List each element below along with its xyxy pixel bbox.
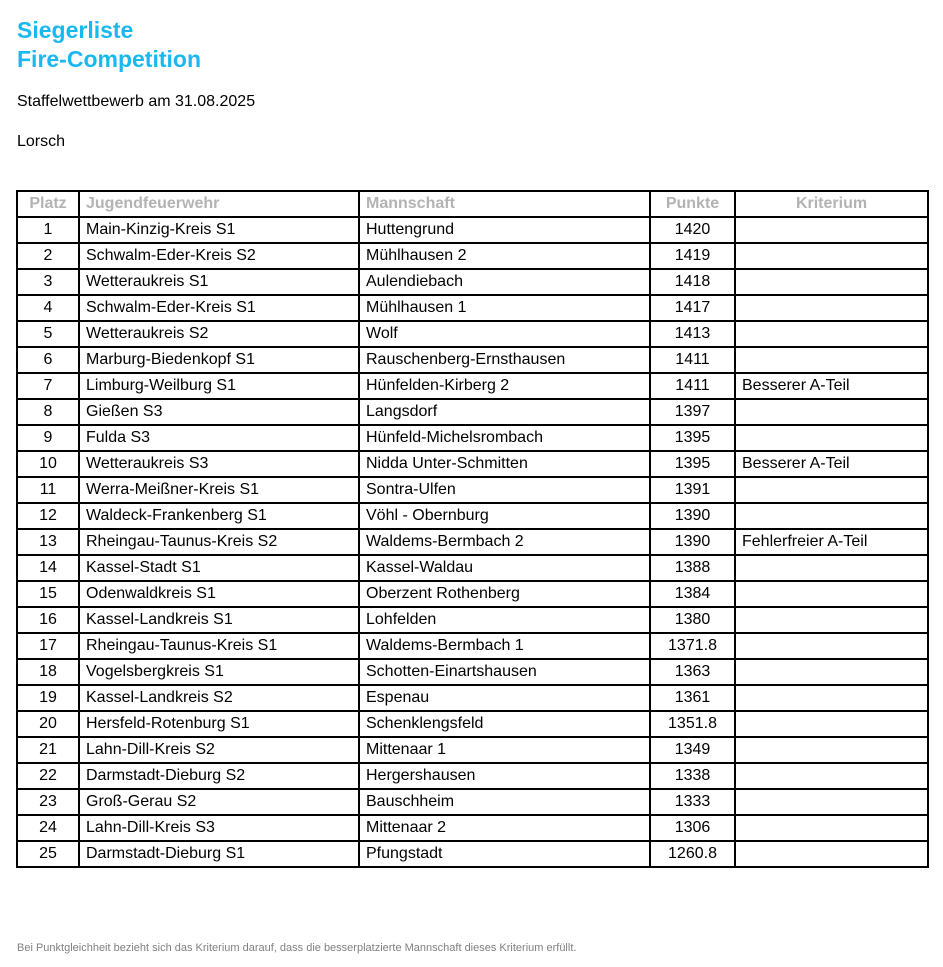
cell-jugendfeuerwehr: Odenwaldkreis S1 — [79, 581, 359, 607]
cell-kriterium — [735, 737, 928, 763]
table-body — [17, 217, 928, 867]
cell-platz: 2 — [17, 243, 79, 269]
cell-jugendfeuerwehr: Darmstadt-Dieburg S1 — [79, 841, 359, 867]
table-row — [17, 425, 928, 451]
cell-platz: 17 — [17, 633, 79, 659]
table-row — [17, 477, 928, 503]
cell-jugendfeuerwehr: Kassel-Stadt S1 — [79, 555, 359, 581]
results-table — [16, 190, 929, 868]
column-header-punkte: Punkte — [650, 191, 735, 217]
table-row — [17, 763, 928, 789]
cell-punkte: 1411 — [650, 373, 735, 399]
table-row — [17, 581, 928, 607]
cell-kriterium — [735, 269, 928, 295]
cell-mannschaft: Waldems-Bermbach 2 — [359, 529, 650, 555]
cell-punkte: 1384 — [650, 581, 735, 607]
cell-kriterium — [735, 763, 928, 789]
column-header-jugendfeuerwehr: Jugendfeuerwehr — [79, 191, 359, 217]
cell-platz: 15 — [17, 581, 79, 607]
cell-punkte: 1390 — [650, 503, 735, 529]
table-row — [17, 633, 928, 659]
cell-jugendfeuerwehr: Gießen S3 — [79, 399, 359, 425]
cell-platz: 9 — [17, 425, 79, 451]
cell-jugendfeuerwehr: Limburg-Weilburg S1 — [79, 373, 359, 399]
cell-mannschaft: Sontra-Ulfen — [359, 477, 650, 503]
cell-mannschaft: Hergershausen — [359, 763, 650, 789]
cell-punkte: 1333 — [650, 789, 735, 815]
cell-kriterium — [735, 425, 928, 451]
cell-jugendfeuerwehr: Marburg-Biedenkopf S1 — [79, 347, 359, 373]
table-row — [17, 373, 928, 399]
cell-jugendfeuerwehr: Fulda S3 — [79, 425, 359, 451]
cell-kriterium — [735, 347, 928, 373]
cell-platz: 25 — [17, 841, 79, 867]
cell-kriterium: Besserer A-Teil — [735, 451, 928, 477]
cell-jugendfeuerwehr: Hersfeld-Rotenburg S1 — [79, 711, 359, 737]
table-row — [17, 737, 928, 763]
cell-platz: 5 — [17, 321, 79, 347]
event-info: Staffelwettbewerb am 31.08.2025 — [17, 93, 256, 110]
cell-jugendfeuerwehr: Wetteraukreis S2 — [79, 321, 359, 347]
cell-mannschaft: Hünfelden-Kirberg 2 — [359, 373, 650, 399]
cell-kriterium — [735, 243, 928, 269]
cell-kriterium — [735, 503, 928, 529]
cell-punkte: 1388 — [650, 555, 735, 581]
cell-mannschaft: Hünfeld-Michelsrombach — [359, 425, 650, 451]
table-header-row — [17, 191, 928, 217]
cell-mannschaft: Waldems-Bermbach 1 — [359, 633, 650, 659]
cell-kriterium — [735, 659, 928, 685]
column-header-kriterium: Kriterium — [735, 191, 928, 217]
cell-punkte: 1306 — [650, 815, 735, 841]
table-row — [17, 295, 928, 321]
cell-jugendfeuerwehr: Rheingau-Taunus-Kreis S2 — [79, 529, 359, 555]
cell-mannschaft: Lohfelden — [359, 607, 650, 633]
cell-mannschaft: Wolf — [359, 321, 650, 347]
cell-mannschaft: Aulendiebach — [359, 269, 650, 295]
cell-platz: 21 — [17, 737, 79, 763]
cell-kriterium — [735, 815, 928, 841]
cell-jugendfeuerwehr: Lahn-Dill-Kreis S3 — [79, 815, 359, 841]
cell-punkte: 1419 — [650, 243, 735, 269]
cell-platz: 20 — [17, 711, 79, 737]
cell-kriterium: Besserer A-Teil — [735, 373, 928, 399]
cell-mannschaft: Nidda Unter-Schmitten — [359, 451, 650, 477]
cell-platz: 23 — [17, 789, 79, 815]
table-row — [17, 789, 928, 815]
cell-mannschaft: Oberzent Rothenberg — [359, 581, 650, 607]
cell-platz: 6 — [17, 347, 79, 373]
cell-platz: 13 — [17, 529, 79, 555]
cell-mannschaft: Mühlhausen 1 — [359, 295, 650, 321]
cell-mannschaft: Kassel-Waldau — [359, 555, 650, 581]
table-row — [17, 841, 928, 867]
cell-kriterium — [735, 295, 928, 321]
cell-kriterium — [735, 841, 928, 867]
cell-platz: 4 — [17, 295, 79, 321]
cell-kriterium — [735, 685, 928, 711]
column-header-platz: Platz — [17, 191, 79, 217]
cell-kriterium: Fehlerfreier A-Teil — [735, 529, 928, 555]
event-location: Lorsch — [17, 133, 66, 150]
cell-jugendfeuerwehr: Rheingau-Taunus-Kreis S1 — [79, 633, 359, 659]
cell-punkte: 1371.8 — [650, 633, 735, 659]
cell-mannschaft: Rauschenberg-Ernsthausen — [359, 347, 650, 373]
cell-kriterium — [735, 633, 928, 659]
cell-jugendfeuerwehr: Kassel-Landkreis S2 — [79, 685, 359, 711]
cell-mannschaft: Bauschheim — [359, 789, 650, 815]
cell-punkte: 1420 — [650, 217, 735, 243]
cell-platz: 14 — [17, 555, 79, 581]
cell-punkte: 1418 — [650, 269, 735, 295]
cell-punkte: 1363 — [650, 659, 735, 685]
cell-kriterium — [735, 789, 928, 815]
cell-jugendfeuerwehr: Werra-Meißner-Kreis S1 — [79, 477, 359, 503]
cell-punkte: 1380 — [650, 607, 735, 633]
cell-punkte: 1413 — [650, 321, 735, 347]
cell-platz: 18 — [17, 659, 79, 685]
table-row — [17, 529, 928, 555]
cell-platz: 1 — [17, 217, 79, 243]
table-row — [17, 347, 928, 373]
cell-jugendfeuerwehr: Kassel-Landkreis S1 — [79, 607, 359, 633]
cell-punkte: 1338 — [650, 763, 735, 789]
cell-mannschaft: Langsdorf — [359, 399, 650, 425]
table-row — [17, 685, 928, 711]
table-row — [17, 503, 928, 529]
cell-platz: 3 — [17, 269, 79, 295]
cell-jugendfeuerwehr: Vogelsbergkreis S1 — [79, 659, 359, 685]
cell-platz: 19 — [17, 685, 79, 711]
cell-punkte: 1411 — [650, 347, 735, 373]
column-header-mannschaft: Mannschaft — [359, 191, 650, 217]
cell-platz: 22 — [17, 763, 79, 789]
cell-punkte: 1260.8 — [650, 841, 735, 867]
cell-mannschaft: Espenau — [359, 685, 650, 711]
table-row — [17, 321, 928, 347]
cell-kriterium — [735, 555, 928, 581]
cell-jugendfeuerwehr: Wetteraukreis S3 — [79, 451, 359, 477]
cell-kriterium — [735, 217, 928, 243]
cell-platz: 7 — [17, 373, 79, 399]
cell-mannschaft: Mittenaar 1 — [359, 737, 650, 763]
cell-platz: 11 — [17, 477, 79, 503]
cell-platz: 10 — [17, 451, 79, 477]
table-row — [17, 217, 928, 243]
cell-jugendfeuerwehr: Schwalm-Eder-Kreis S2 — [79, 243, 359, 269]
cell-kriterium — [735, 477, 928, 503]
cell-platz: 8 — [17, 399, 79, 425]
cell-mannschaft: Vöhl - Obernburg — [359, 503, 650, 529]
cell-jugendfeuerwehr: Schwalm-Eder-Kreis S1 — [79, 295, 359, 321]
cell-mannschaft: Schenklengsfeld — [359, 711, 650, 737]
cell-punkte: 1361 — [650, 685, 735, 711]
cell-jugendfeuerwehr: Darmstadt-Dieburg S2 — [79, 763, 359, 789]
cell-platz: 12 — [17, 503, 79, 529]
cell-punkte: 1395 — [650, 425, 735, 451]
title-line-1: Siegerliste — [17, 17, 134, 43]
cell-jugendfeuerwehr: Main-Kinzig-Kreis S1 — [79, 217, 359, 243]
table-row — [17, 451, 928, 477]
table-row — [17, 243, 928, 269]
cell-mannschaft: Mittenaar 2 — [359, 815, 650, 841]
cell-kriterium — [735, 321, 928, 347]
cell-punkte: 1391 — [650, 477, 735, 503]
page-title — [17, 16, 201, 74]
cell-mannschaft: Mühlhausen 2 — [359, 243, 650, 269]
footnote: Bei Punktgleichheit bezieht sich das Kriterium darauf, dass die besserplatzierte Mannschaft dieses Kriterium erfüllt. — [17, 942, 577, 954]
cell-punkte: 1349 — [650, 737, 735, 763]
cell-punkte: 1397 — [650, 399, 735, 425]
cell-jugendfeuerwehr: Groß-Gerau S2 — [79, 789, 359, 815]
table-row — [17, 399, 928, 425]
table-row — [17, 711, 928, 737]
cell-kriterium — [735, 607, 928, 633]
cell-platz: 24 — [17, 815, 79, 841]
cell-jugendfeuerwehr: Lahn-Dill-Kreis S2 — [79, 737, 359, 763]
cell-punkte: 1395 — [650, 451, 735, 477]
cell-mannschaft: Pfungstadt — [359, 841, 650, 867]
cell-punkte: 1390 — [650, 529, 735, 555]
cell-jugendfeuerwehr: Waldeck-Frankenberg S1 — [79, 503, 359, 529]
table-row — [17, 815, 928, 841]
cell-kriterium — [735, 711, 928, 737]
table-row — [17, 555, 928, 581]
table-row — [17, 269, 928, 295]
table-row — [17, 607, 928, 633]
table-row — [17, 659, 928, 685]
cell-kriterium — [735, 399, 928, 425]
cell-punkte: 1351.8 — [650, 711, 735, 737]
cell-kriterium — [735, 581, 928, 607]
cell-jugendfeuerwehr: Wetteraukreis S1 — [79, 269, 359, 295]
cell-mannschaft: Huttengrund — [359, 217, 650, 243]
cell-mannschaft: Schotten-Einartshausen — [359, 659, 650, 685]
title-line-2: Fire-Competition — [17, 46, 201, 72]
cell-platz: 16 — [17, 607, 79, 633]
cell-punkte: 1417 — [650, 295, 735, 321]
